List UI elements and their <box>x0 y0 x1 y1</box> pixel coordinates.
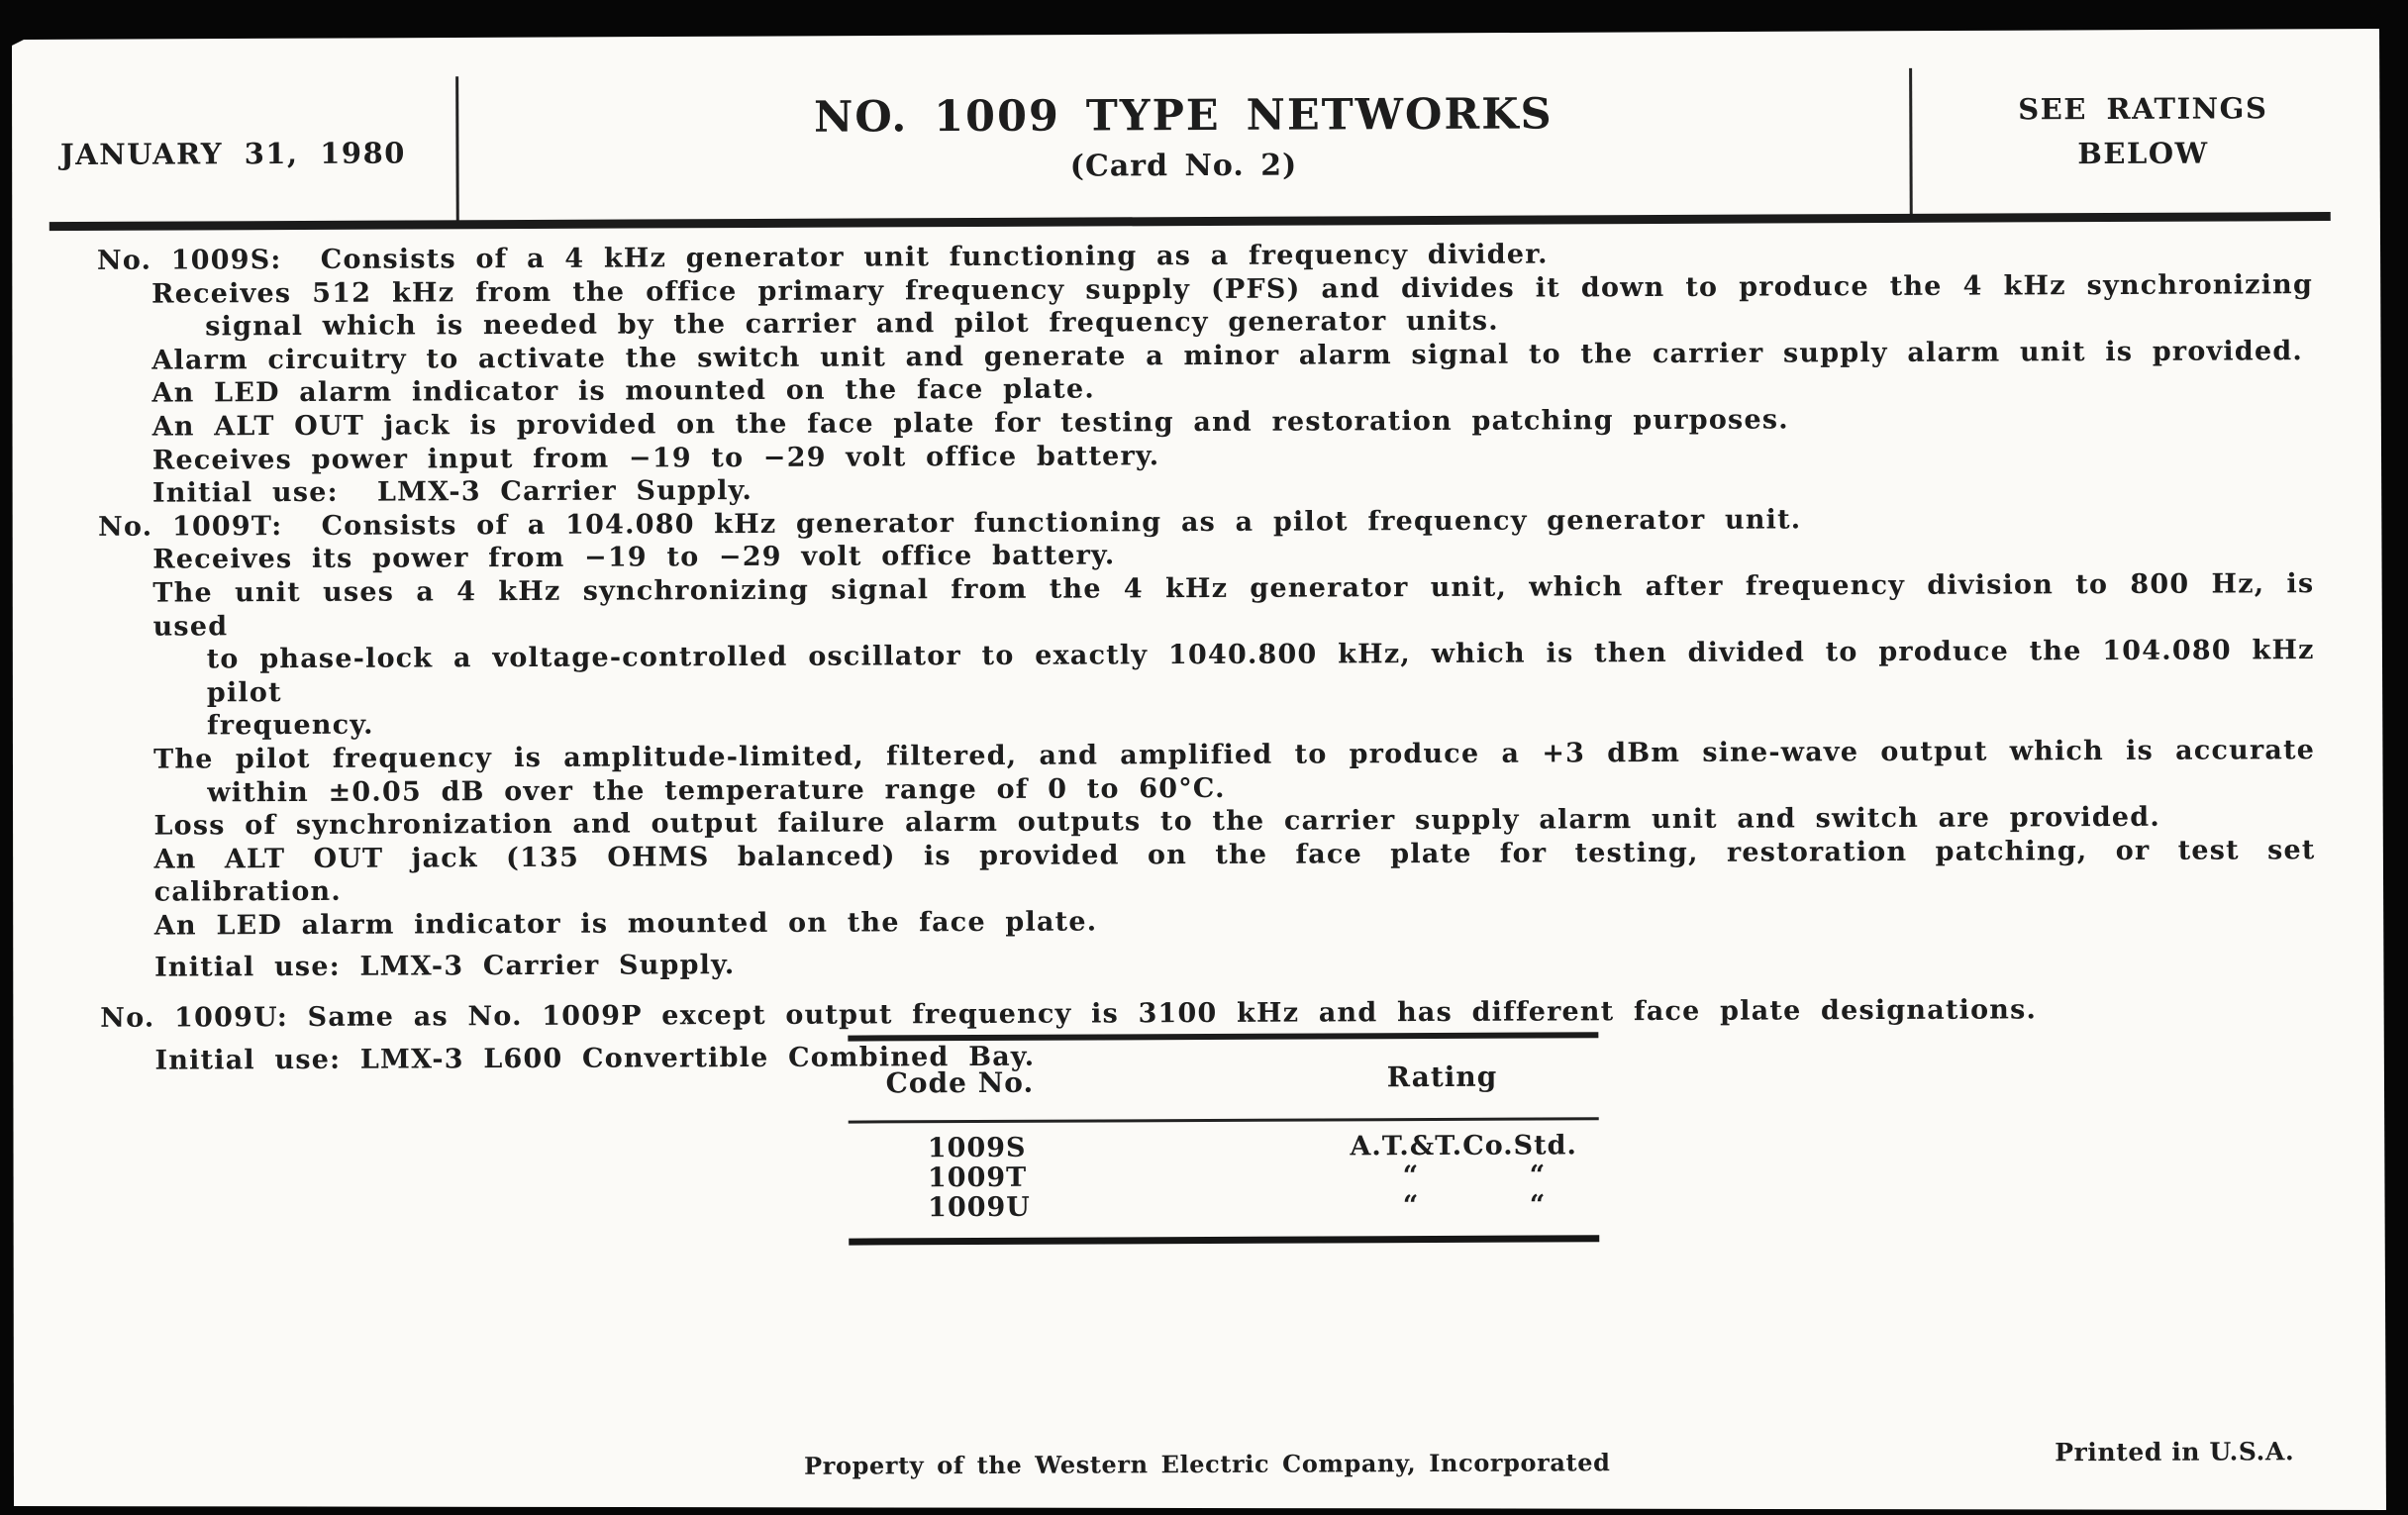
body-line: No. 1009S: Consists of a 4 kHz generator unit functioning as a frequency divider. <box>96 239 1549 276</box>
page-title: NO. 1009 TYPE NETWORKS <box>813 89 1554 143</box>
ratings-note-line1: SEE RATINGS <box>2018 91 2268 127</box>
code-cell: 1009S <box>927 1132 1027 1164</box>
body-lines <box>97 235 2317 1077</box>
header-rule <box>50 212 2331 231</box>
body-line: An ALT OUT jack (135 OHMS balanced) is provided on the face plate for testing, restoration patching, or test set calibration. <box>153 834 2316 908</box>
body-line: No. 1009T: Consists of a 104.080 kHz generator functioning as a pilot frequency generator unit. <box>98 504 1802 543</box>
body-line: signal which is needed by the carrier and pilot frequency generator units. <box>205 305 1499 343</box>
body-line: Loss of synchronization and output failure alarm outputs to the carrier supply alarm unit and switch are provided. <box>153 801 2160 842</box>
ditto-mark: “ <box>1529 1160 1547 1191</box>
ratings-note-line2: BELOW <box>2077 136 2209 171</box>
rating-cell: A.T.&T.Co.Std. <box>1350 1130 1577 1162</box>
ratings-table <box>848 1032 1599 1245</box>
body-line: An LED alarm indicator is mounted on the face plate. <box>153 906 1098 942</box>
body-line: Receives its power from −19 to −29 volt office battery. <box>152 540 1116 575</box>
footer-printed-note: Printed in U.S.A. <box>2055 1437 2295 1467</box>
body-line: The pilot frequency is amplitude-limited, filtered, and amplified to produce a +3 dBm sine-wave output which is accurate <box>153 735 2316 775</box>
code-cell: 1009T <box>927 1162 1028 1194</box>
table-row <box>849 1130 1599 1162</box>
ditto-mark: “ <box>1402 1190 1420 1222</box>
code-cell: 1009U <box>928 1191 1031 1224</box>
body-line: frequency. <box>206 709 374 742</box>
ratings-note <box>1909 86 2376 177</box>
body-line: to phase-lock a voltage-controlled oscillator to exactly 1040.800 kHz, which is then divided to produce the 104.080 kHz pilot <box>206 635 2315 709</box>
table-row <box>849 1160 1599 1192</box>
card-number: (Card No. 2) <box>1069 148 1298 184</box>
body-line: An LED alarm indicator is mounted on the face plate. <box>151 373 1096 410</box>
body-line: Receives power input from −19 to −29 volt office battery. <box>151 440 1160 476</box>
footer-property-note: Property of the Western Electric Company, Incorporated <box>803 1448 1611 1480</box>
body-line: Initial use: LMX-3 Carrier Supply. <box>151 475 753 509</box>
publication-date: JANUARY 31, 1980 <box>59 136 406 172</box>
body-line: Alarm circuitry to activate the switch unit and generate a minor alarm signal to the carrier supply alarm unit is provided. <box>151 335 2304 376</box>
ditto-mark: “ <box>1402 1161 1420 1192</box>
body-line: Initial use: LMX-3 L600 Convertible Combined Bay. <box>154 1041 1036 1076</box>
body-line: No. 1009U: Same as No. 1009P except output frequency is 3100 kHz and has different face plate designations. <box>100 994 2038 1034</box>
body-line: within ±0.05 dB over the temperature range of 0 to 60°C. <box>207 772 1226 808</box>
table-row <box>849 1189 1599 1222</box>
ratings-table-header <box>848 1038 1598 1123</box>
body-line: Initial use: LMX-3 Carrier Supply. <box>153 950 736 984</box>
table-header-code: Code No. <box>885 1065 1035 1100</box>
body-line: Receives 512 kHz from the office primary frequency supply (PFS) and divides it down to produce the 4 kHz synchronizing <box>151 268 2314 310</box>
ditto-mark: “ <box>1529 1189 1547 1221</box>
table-header-rating: Rating <box>1386 1060 1498 1094</box>
body-line: An ALT OUT jack is provided on the face plate for testing and restoration patching purposes. <box>151 404 1789 443</box>
title-block <box>456 88 1910 186</box>
body-line: The unit uses a 4 kHz synchronizing signal from the 4 kHz generator unit, which after frequency division to 800 Hz, is used <box>152 568 2315 643</box>
ratings-table-rows <box>849 1120 1599 1238</box>
